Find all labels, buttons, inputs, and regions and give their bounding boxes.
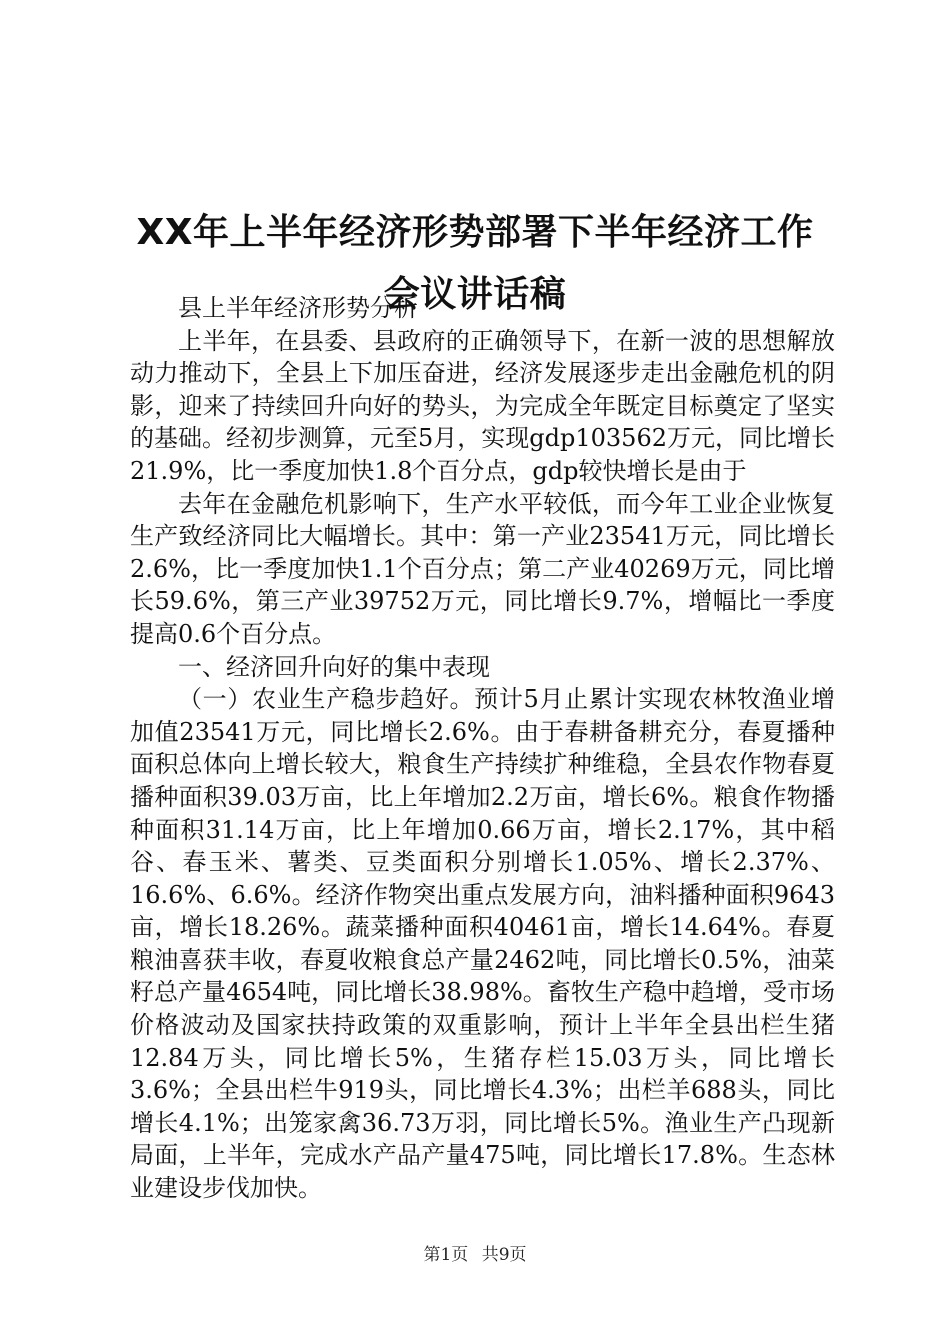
paragraph: 上半年，在县委、县政府的正确领导下，在新一波的思想解放动力推动下，全县上下加压奋进，经济发展逐步走出金融危机的阴影，迎来了持续回升向好的势头，为完成全年既定目标奠定了坚实的基础。经初步测算，元至5月，实现gdp103562万元，同比增长21.9%，比一季度加快1.8个百分点，gdp较快增长是由于 [130,326,835,485]
page-number: 第1页 [423,1245,469,1265]
section-heading: 一、经济回升向好的集中表现 [178,652,490,681]
paragraph: 去年在金融危机影响下，生产水平较低，而今年工业企业恢复生产致经济同比大幅增长。其中：第一产业23541万元，同比增长2.6%，比一季度加快1.1个百分点；第二产业40269万元，同比增长59.6%，第三产业39752万元，同比增长9.7%，增幅比一季度提高0.6个百分点。 [130,489,835,648]
paragraph: （一）农业生产稳步趋好。预计5月止累计实现农林牧渔业增加值23541万元，同比增长2.6%。由于春耕备耕充分，春夏播种面积总体向上增长较大，粮食生产持续扩种维稳，全县农作物春夏播种面积39.03万亩，比上年增加2.2万亩，增长6%。粮食作物播种面积31.14万亩，比上年增加0.66万亩，增长2.17%，其中稻谷、春玉米、薯类、豆类面积分别增长1.05%、增长2.37%、16.6%、6.6%。经济作物突出重点发展方向，油料播种面积9643亩，增长18.26%。蔬菜播种面积40461亩，增长14.64%。春夏粮油喜获丰收，春夏收粮食总产量2462吨，同比增长0.5%，油菜籽总产量4654吨，同比增长38.98%。畜牧生产稳中趋增，受市场价格波动及国家扶持政策的双重影响，预计上半年全县出栏生猪12.84万头，同比增长5%，生猪存栏15.03万头，同比增长3.6%；全县出栏牛919头，同比增长4.3%；出栏羊688头，同比增长4.1%；出笼家禽36.73万羽，同比增长5%。渔业生产凸现新局面，上半年，完成水产品产量475吨，同比增长17.8%。生态林业建设步伐加快。 [130,685,835,1203]
document-title: XX年上半年经济形势部署下半年经济工作会议讲话稿 [136,212,814,316]
page-total: 共9页 [481,1245,527,1265]
page-footer [0,1240,950,1265]
document-body [130,292,835,1205]
section-heading: 县上半年经济形势分析 [178,294,418,322]
